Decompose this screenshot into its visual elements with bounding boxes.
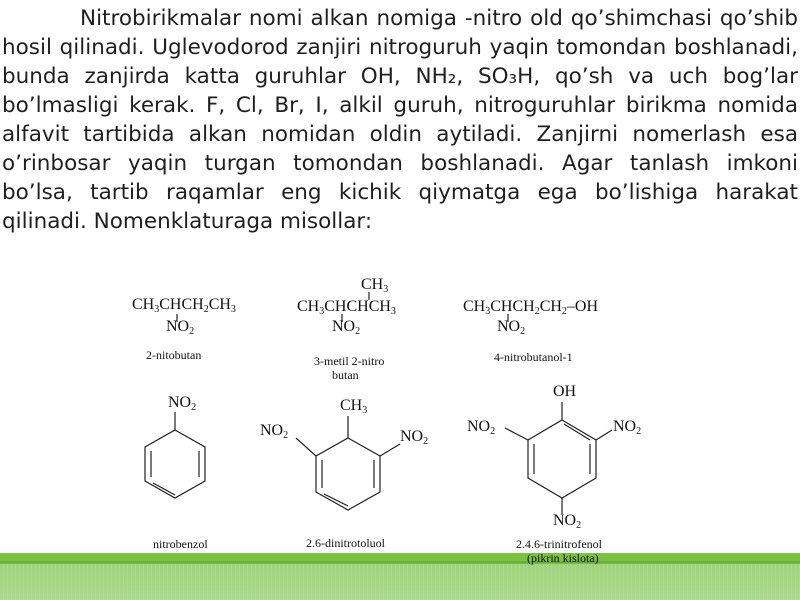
formula-3-metil-top: $CH_3$ [361, 276, 389, 295]
label-2-6-dinitrotoluol: 2.6-dinitrotoluol [306, 536, 385, 550]
formula-4-nitrobutanol-sub: $NO_2$ [497, 318, 526, 337]
picric-no2-left: $NO_2$ [467, 418, 496, 437]
label-4-nitrobutanol-1: 4-nitrobutanol-1 [494, 350, 573, 364]
dinitrotoluol-no2-left: $NO_2$ [260, 422, 289, 441]
dinitrotoluol-no2-right: $NO_2$ [400, 428, 429, 447]
label-3-metil-line2: butan [332, 368, 359, 382]
label-3-metil-line1: 3-metil 2-nitro [314, 354, 385, 368]
ring-picric [528, 420, 596, 498]
picric-no2-right: $NO_2$ [613, 418, 642, 437]
picric-no2-bottom: $NO_2$ [553, 512, 582, 531]
paragraph-text: Nitrobirikmalar nomi alkan nomiga -nitro old qo’shimchasi qo’shib hosil qilinadi. Uglevodorod zanjiri nitroguruh yaqin tomondan boshlanadi, bunda zanjirda katta guruhlar OH, NH₂, SO₃H, qo’sh va uch bog’lar bo’lmasligi kerak. F, Cl, Br, I, alkil guruh, nitroguruhlar birikma nomida alfavit tartibida alkan nomidan oldin aytiladi. Zanjirni nomerlash esa o’rinbosar yaqin turgan tomondan boshlanadi. Agar tanlash imkoni bo’lsa, tartib raqamlar eng kichik qiymatga ega bo’lishiga harakat qilinadi. Nomenklaturaga misollar: [2, 6, 798, 234]
formula-3-metil-2-nitrobutan: $CH_3CHCHCH_3$ [297, 298, 396, 317]
ring-dinitrotoluol [316, 438, 380, 510]
formula-2-nitrobutan: $CH_3CHCH_2CH_3$ [132, 296, 236, 315]
label-2-nitobutan: 2-nitobutan [146, 348, 202, 362]
dinitrotoluol-ch3: $CH_3$ [340, 397, 368, 416]
formula-4-nitrobutanol: $CH_3CHCH_2CH_2-OH$ [463, 298, 599, 317]
picric-oh: OH [553, 383, 577, 400]
footer-green-band [0, 553, 800, 600]
label-trinitrofenol-line2: (pikrin kislota) [527, 551, 599, 565]
formula-3-metil-sub: $NO_2$ [332, 318, 361, 337]
label-trinitrofenol-line1: 2.4.6-trinitrofenol [516, 537, 602, 551]
label-nitrobenzol: nitrobenzol [153, 537, 208, 551]
nitrobenzol-no2: $NO_2$ [168, 394, 197, 413]
ring-nitrobenzol [145, 430, 205, 498]
formula-2-nitrobutan-sub: $NO_2$ [166, 318, 195, 337]
